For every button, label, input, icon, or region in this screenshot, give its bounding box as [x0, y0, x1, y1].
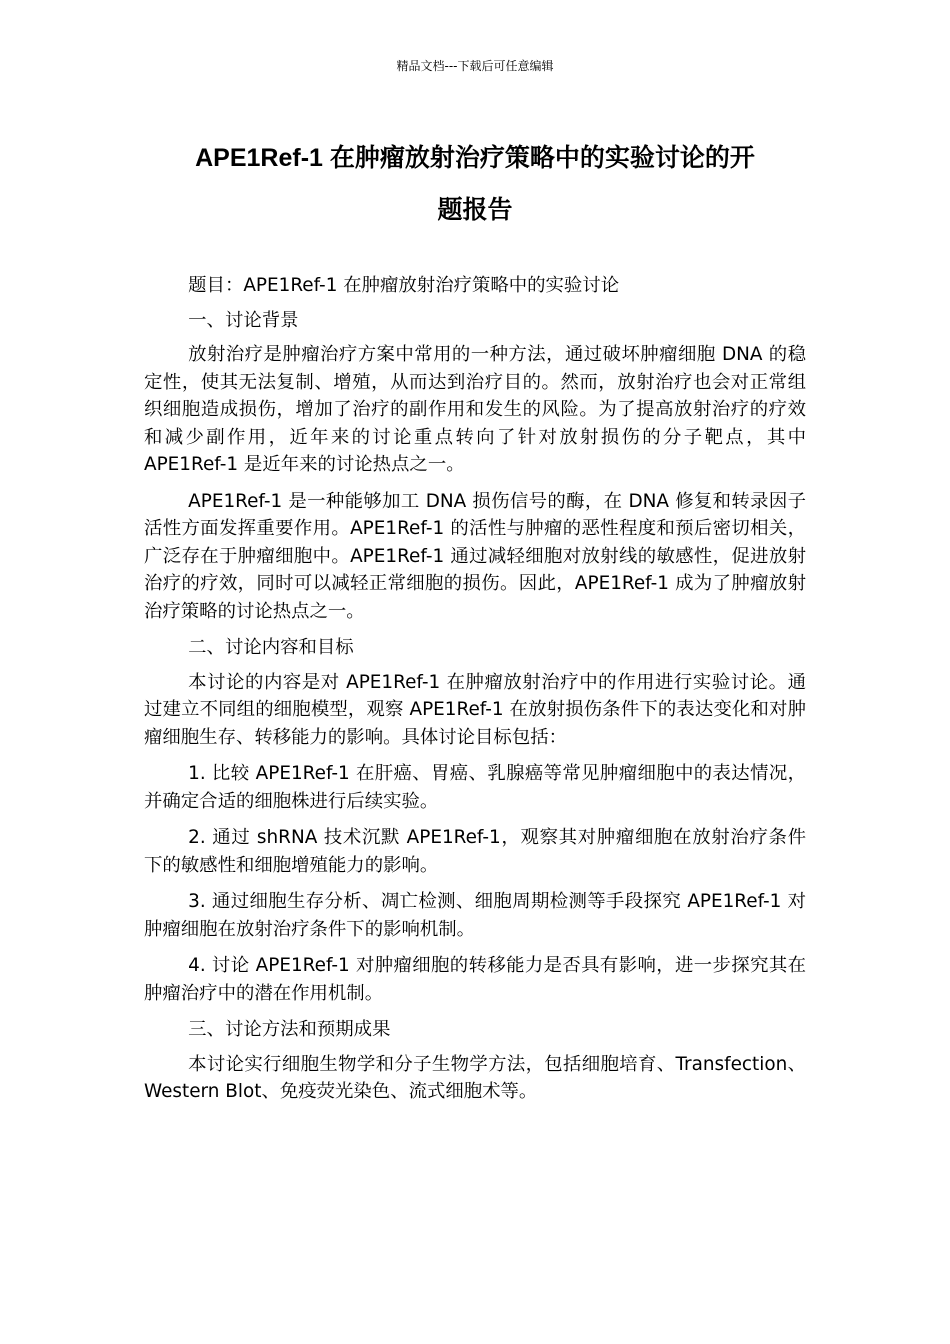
- paragraph-content-intro: 本讨论的内容是对 APE1Ref-1 在肿瘤放射治疗中的作用进行实验讨论。通过建立不同组的细胞模型，观察 APE1Ref-1 在放射损伤条件下的表达变化和对肿瘤细胞生存、转移能力的影响。具体讨论目标包括：: [144, 671, 806, 748]
- objective-item-4: 4. 讨论 APE1Ref-1 对肿瘤细胞的转移能力是否具有影响，进一步探究其在肿瘤治疗中的潜在作用机制。: [144, 955, 806, 1004]
- objective-item-3: 3. 通过细胞生存分析、凋亡检测、细胞周期检测等手段探究 APE1Ref-1 对肿瘤细胞在放射治疗条件下的影响机制。: [144, 891, 806, 940]
- objective-item-2: 2. 通过 shRNA 技术沉默 APE1Ref-1，观察其对肿瘤细胞在放射治疗条件下的敏感性和细胞增殖能力的影响。: [144, 827, 806, 876]
- title-line-1: APE1Ref-1 在肿瘤放射治疗策略中的实验讨论的开: [195, 144, 755, 172]
- section-heading-methods: 三、讨论方法和预期成果: [188, 1019, 391, 1040]
- document-body: [144, 272, 806, 1115]
- title-line-2: 题报告: [437, 196, 513, 224]
- paragraph-background-2: APE1Ref-1 是一种能够加工 DNA 损伤信号的酶，在 DNA 修复和转录因子活性方面发挥重要作用。APE1Ref-1 的活性与肿瘤的恶性程度和预后密切相关，广泛存在于肿瘤细胞中。APE1Ref-1 通过减轻细胞对放射线的敏感性，促进放射治疗的疗效，同时可以减轻正常细胞的损伤。因此，APE1Ref-1 成为了肿瘤放射治疗策略的讨论热点之一。: [144, 490, 806, 622]
- header-note: 精品文档---下载后可任意编辑: [396, 59, 554, 73]
- document-title: [140, 132, 810, 236]
- section-heading-background: 一、讨论背景: [188, 309, 299, 331]
- topic-line: 题目：APE1Ref-1 在肿瘤放射治疗策略中的实验讨论: [188, 275, 620, 296]
- paragraph-background-1: 放射治疗是肿瘤治疗方案中常用的一种方法，通过破坏肿瘤细胞 DNA 的稳定性，使其无法复制、增殖，从而达到治疗目的。然而，放射治疗也会对正常组织细胞造成损伤，增加了治疗的副作用和发生的风险。为了提高放射治疗的疗效和减少副作用，近年来的讨论重点转向了针对放射损伤的分子靶点，其中 APE1Ref-1 是近年来的讨论热点之一。: [144, 344, 806, 475]
- paragraph-methods: 本讨论实行细胞生物学和分子生物学方法，包括细胞培育、Transfection、Western Blot、免疫荧光染色、流式细胞术等。: [144, 1053, 806, 1102]
- objective-item-1: 1. 比较 APE1Ref-1 在肝癌、胃癌、乳腺癌等常见肿瘤细胞中的表达情况，并确定合适的细胞株进行后续实验。: [144, 763, 806, 812]
- section-heading-content: 二、讨论内容和目标: [188, 637, 354, 658]
